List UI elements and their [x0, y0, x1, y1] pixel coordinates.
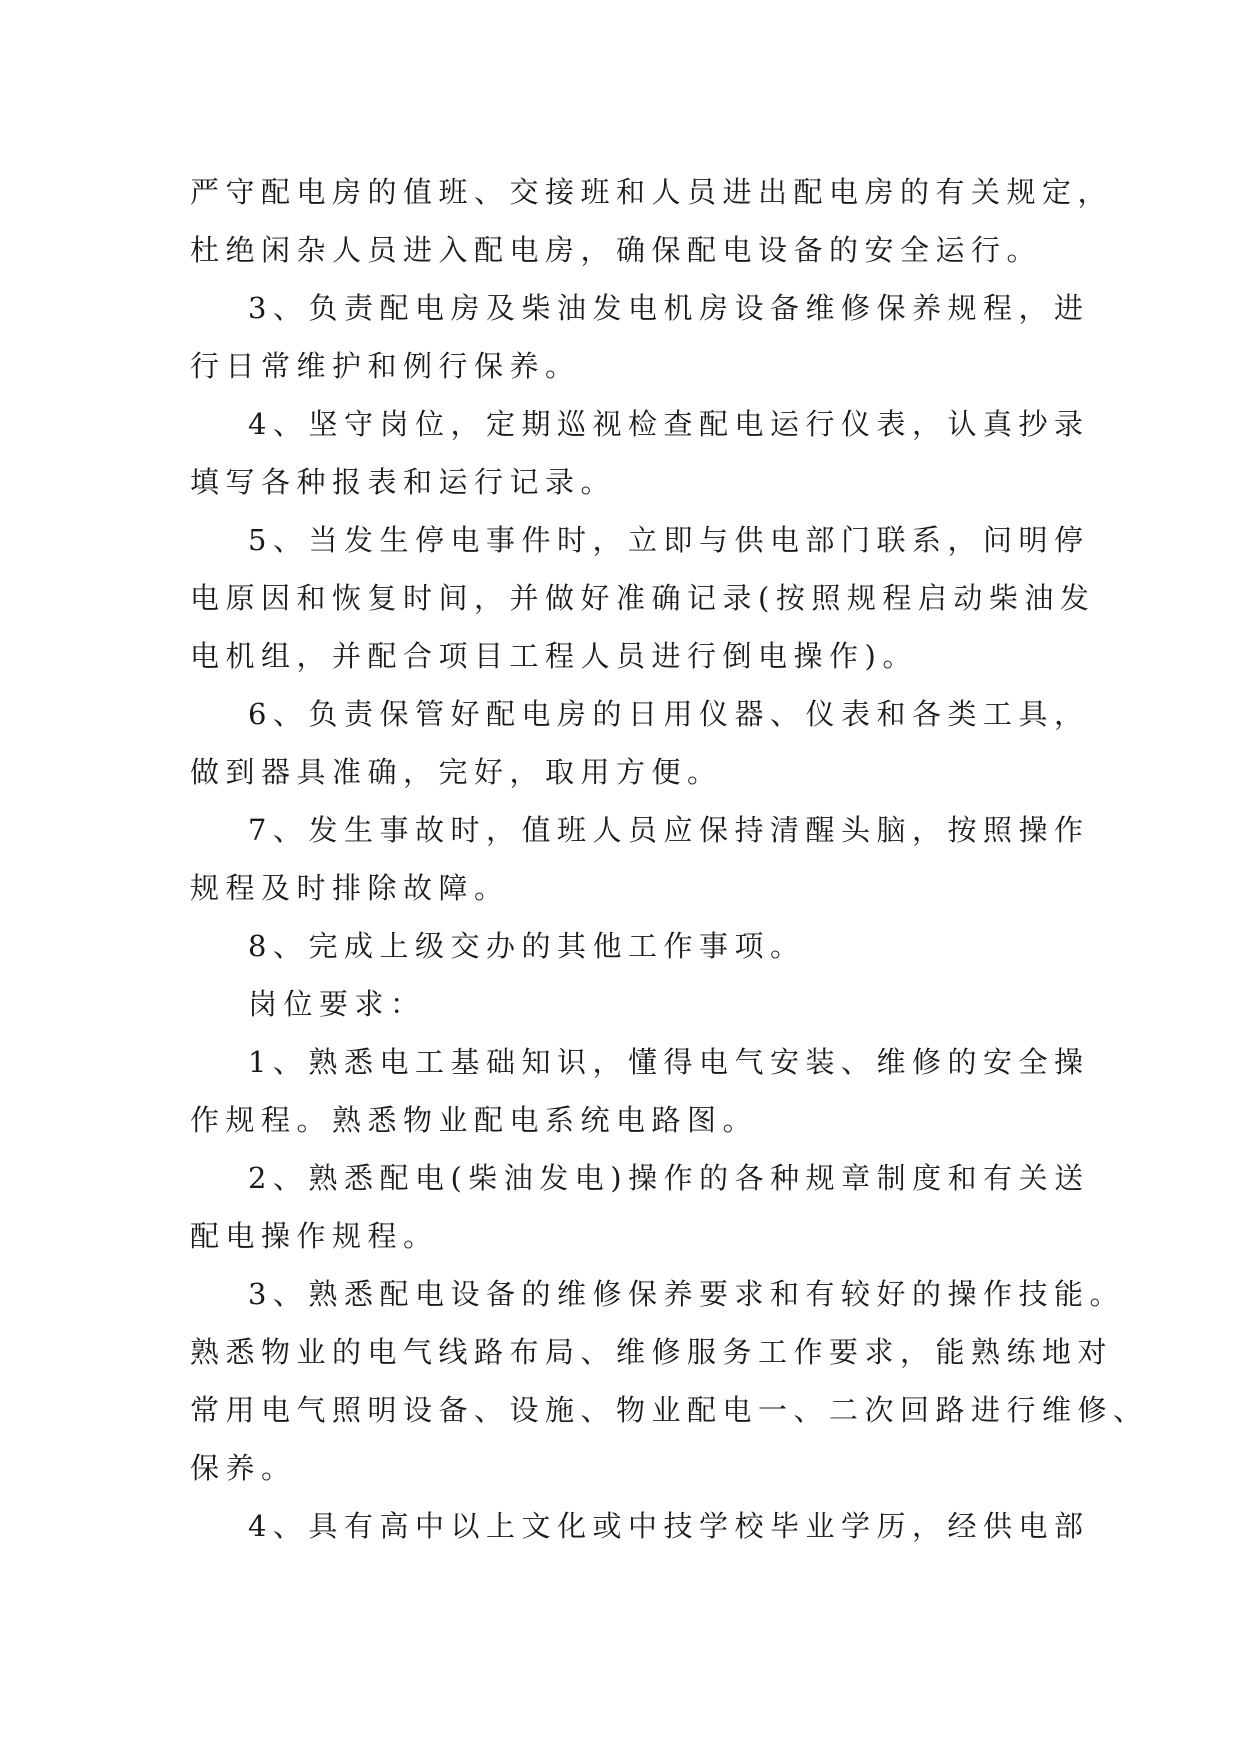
text-line: 做到器具准确，完好，取用方便。 [190, 755, 723, 789]
text-line: 岗位要求： [248, 987, 426, 1021]
text-line: 作规程。熟悉物业配电系统电路图。 [190, 1103, 759, 1137]
paragraph-duty-3 [190, 279, 1090, 395]
text-line: 行日常维护和例行保养。 [190, 349, 581, 383]
paragraph-duty-8 [190, 917, 1060, 975]
section-heading-requirements [190, 975, 1060, 1033]
text-line: 2、熟悉配电(柴油发电)操作的各种规章制度和有关送 [248, 1161, 1090, 1195]
text-line: 1、熟悉电工基础知识，懂得电气安装、维修的安全操 [248, 1045, 1090, 1079]
text-line: 熟悉物业的电气线路布局、维修服务工作要求，能熟练地对 [190, 1335, 1114, 1369]
document-body [190, 163, 1149, 1555]
text-line: 8、完成上级交办的其他工作事项。 [248, 929, 806, 963]
text-line: 填写各种报表和运行记录。 [190, 465, 617, 499]
paragraph-duty-4 [190, 395, 1090, 511]
text-line: 杜绝闲杂人员进入配电房，确保配电设备的安全运行。 [190, 233, 1043, 267]
text-line: 4、具有高中以上文化或中技学校毕业学历，经供电部 [248, 1509, 1090, 1543]
paragraph-duty-6 [190, 685, 1090, 801]
text-line: 保养。 [190, 1451, 297, 1485]
text-line: 电原因和恢复时间，并做好准确记录(按照规程启动柴油发 [190, 581, 1096, 615]
text-line: 严守配电房的值班、交接班和人员进出配电房的有关规定， [190, 175, 1114, 209]
paragraph-requirement-2 [190, 1149, 1090, 1265]
text-line: 配电操作规程。 [190, 1219, 439, 1253]
paragraph-requirement-1 [190, 1033, 1090, 1149]
text-line: 5、当发生停电事件时，立即与供电部门联系，问明停 [248, 523, 1090, 557]
text-line: 3、负责配电房及柴油发电机房设备维修保养规程，进 [248, 291, 1090, 325]
text-line: 电机组，并配合项目工程人员进行倒电操作)。 [190, 639, 918, 673]
text-line: 6、负责保管好配电房的日用仪器、仪表和各类工具， [248, 697, 1090, 731]
paragraph-duty-5 [190, 511, 1096, 685]
paragraph-requirement-4 [190, 1497, 1090, 1555]
paragraph-requirement-3 [190, 1265, 1149, 1497]
paragraph-duty-7 [190, 801, 1090, 917]
text-line: 7、发生事故时，值班人员应保持清醒头脑，按照操作 [248, 813, 1090, 847]
paragraph-duty-2-cont [190, 163, 1114, 279]
text-line: 4、坚守岗位，定期巡视检查配电运行仪表，认真抄录 [248, 407, 1090, 441]
text-line: 3、熟悉配电设备的维修保养要求和有较好的操作技能。 [248, 1277, 1125, 1311]
text-line: 规程及时排除故障。 [190, 871, 510, 905]
text-line: 常用电气照明设备、设施、物业配电一、二次回路进行维修、 [190, 1393, 1149, 1427]
